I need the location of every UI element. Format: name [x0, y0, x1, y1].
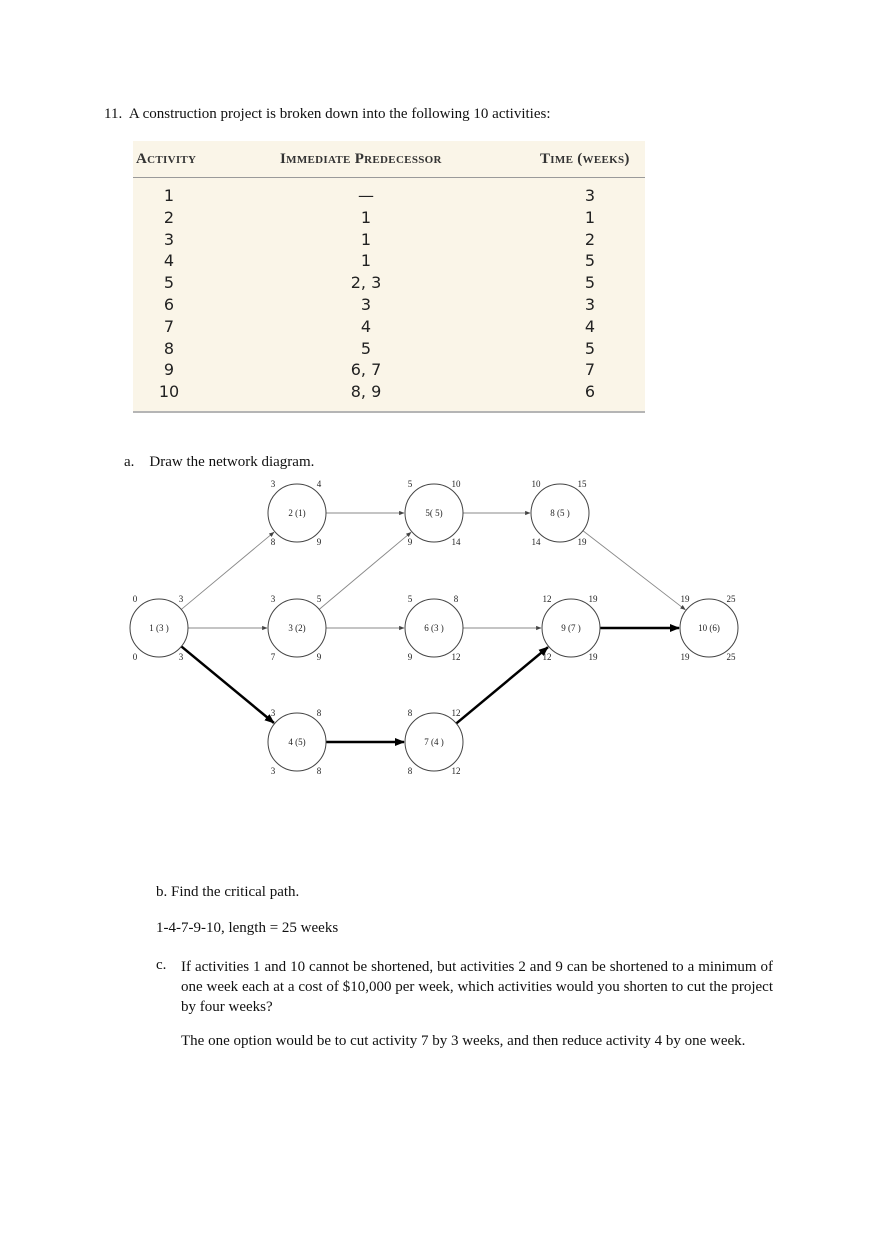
early-finish: 12 — [451, 708, 461, 718]
late-start: 14 — [531, 537, 541, 547]
late-start: 8 — [270, 537, 276, 547]
late-finish: 14 — [451, 537, 461, 547]
edge-n1-n4 — [178, 646, 274, 722]
part-c-question: If activities 1 and 10 cannot be shortened, but activities 2 and 9 can be shortened to a minimum of one week each at a cost of $10,000 per week, which activities would you shorten to cut the project by four weeks? — [181, 959, 773, 1015]
late-start: 9 — [407, 537, 413, 547]
question-heading — [104, 106, 551, 123]
table-cell: 3 — [584, 186, 596, 205]
table-cell: 1 — [360, 251, 372, 271]
part-b-answer: 1-4-7-9-10, length = 25 weeks — [156, 920, 339, 936]
part-a-text: Draw the network diagram. — [149, 454, 315, 470]
early-finish: 3 — [178, 594, 184, 604]
node-label: 1 (3 ) — [149, 623, 169, 633]
late-start: 7 — [270, 652, 276, 662]
table-cell: 5 — [584, 251, 596, 271]
table-cell: 4 — [360, 316, 372, 336]
table-cell: 7 — [584, 360, 596, 380]
node-label: 7 (4 ) — [424, 737, 444, 747]
late-start: 3 — [270, 766, 276, 776]
part-c-answer: The one option would be to cut activity 7 by 3 weeks, and then reduce activity 4 by one week. — [181, 1033, 746, 1049]
header-activity: Activity — [136, 151, 197, 167]
late-finish: 12 — [451, 766, 461, 776]
table-cell: 5 — [584, 338, 596, 358]
late-start: 0 — [132, 652, 138, 662]
part-a — [124, 454, 314, 471]
early-finish: 10 — [451, 479, 461, 489]
late-finish: 9 — [316, 537, 322, 547]
early-finish: 25 — [726, 594, 736, 604]
late-start: 8 — [407, 766, 413, 776]
table-cell: 1 — [360, 229, 372, 249]
table-cell: 2 — [163, 207, 175, 227]
late-finish: 19 — [577, 537, 587, 547]
node-label: 2 (1) — [288, 508, 306, 518]
early-start: 3 — [270, 479, 276, 489]
node-label: 3 (2) — [288, 623, 306, 633]
table-cell: 1 — [360, 207, 372, 227]
late-finish: 8 — [316, 766, 322, 776]
table-cell: 8 — [163, 338, 175, 358]
table-cell: 5 — [163, 273, 175, 293]
node-label: 8 (5 ) — [550, 508, 570, 518]
late-finish: 9 — [316, 652, 322, 662]
table-cell: 9 — [163, 360, 175, 380]
part-a-label: a. — [124, 454, 135, 470]
part-b-question: b. Find the critical path. — [156, 884, 300, 900]
late-finish: 3 — [178, 652, 184, 662]
early-finish: 15 — [577, 479, 587, 489]
table-cell: 4 — [163, 251, 175, 271]
early-start: 8 — [407, 708, 413, 718]
table-cell: 3 — [163, 229, 175, 249]
question-text: A construction project is broken down into the following 10 activities: — [128, 106, 551, 122]
early-start: 3 — [270, 708, 276, 718]
table-cell: 5 — [360, 338, 372, 358]
early-start: 5 — [407, 479, 413, 489]
header-predecessor: Immediate Predecessor — [280, 151, 442, 167]
edge-n1-n2 — [178, 532, 274, 609]
node-label: 5( 5) — [425, 508, 443, 518]
early-finish: 5 — [316, 594, 322, 604]
late-start: 12 — [542, 652, 552, 662]
late-start: 9 — [407, 652, 413, 662]
table-cell: 6 — [163, 295, 175, 314]
table-cell: 4 — [584, 316, 596, 336]
node-label: 10 (6) — [698, 623, 720, 633]
node-label: 4 (5) — [288, 737, 306, 747]
table-cell: 1 — [163, 186, 175, 205]
late-finish: 25 — [726, 652, 736, 662]
late-finish: 12 — [451, 652, 461, 662]
edge-n8-n10 — [583, 531, 685, 610]
early-start: 12 — [542, 594, 552, 604]
network-diagram — [0, 470, 880, 790]
activity-table — [133, 141, 645, 413]
early-start: 3 — [270, 594, 276, 604]
table-cell: 8, 9 — [350, 382, 382, 402]
table-cell: 6 — [584, 382, 596, 402]
table-cell: 1 — [584, 207, 596, 227]
late-finish: 19 — [588, 652, 598, 662]
table-cell: 10 — [158, 382, 180, 402]
node-label: 9 (7 ) — [561, 623, 581, 633]
node-label: 6 (3 ) — [424, 623, 444, 633]
table-cell: 2 — [584, 229, 596, 249]
table-cell: — — [358, 186, 374, 205]
table-cell: 2, 3 — [350, 273, 382, 293]
part-c-label: c. — [156, 957, 167, 973]
early-start: 0 — [132, 594, 138, 604]
header-time: Time (weeks) — [540, 151, 630, 167]
question-number: 11. — [104, 106, 123, 122]
edge-n7-n9 — [456, 647, 548, 723]
early-finish: 8 — [453, 594, 459, 604]
table-cell: 3 — [360, 295, 372, 314]
table-cell: 6, 7 — [350, 360, 382, 380]
early-start: 5 — [407, 594, 413, 604]
early-start: 10 — [531, 479, 541, 489]
early-finish: 4 — [316, 479, 322, 489]
table-cell: 7 — [163, 316, 175, 336]
table-cell: 3 — [584, 295, 596, 314]
edge-n3-n5 — [316, 532, 411, 609]
header-divider — [133, 177, 645, 178]
early-finish: 8 — [316, 708, 322, 718]
early-start: 19 — [680, 594, 690, 604]
table-cell: 5 — [584, 273, 596, 293]
early-finish: 19 — [588, 594, 598, 604]
late-start: 19 — [680, 652, 690, 662]
